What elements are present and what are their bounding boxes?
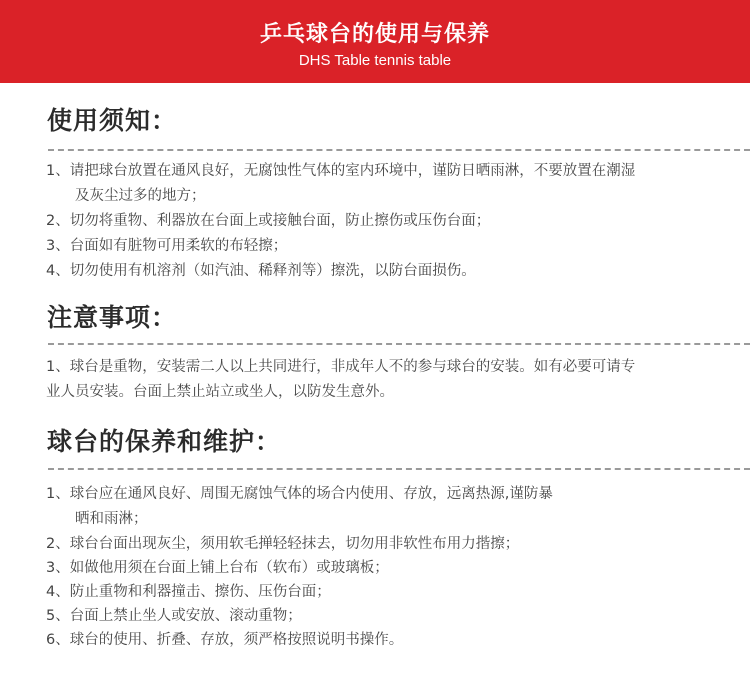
section-divider [48,468,750,470]
item-text: 如做他用须在台面上铺上台布（软布）或玻璃板； [69,560,389,576]
list-item [46,159,736,184]
section-title-maintenance: 球台的保养和维护： [47,427,282,456]
item-text: 防止重物和利器撞击、擦伤、压伤台面； [69,584,331,600]
item-number: 2、 [46,536,70,552]
item-text: 台面如有脏物可用柔软的布轻擦； [69,238,288,254]
item-number: 1、 [46,486,70,502]
list-item [46,532,736,557]
item-text: 切勿使用有机溶剂（如汽油、稀释剂等）擦洗，以防台面损伤。 [69,263,476,279]
item-number: 3、 [46,238,70,254]
section-title-notes: 注意事项： [47,303,178,332]
item-number: 3、 [46,560,70,576]
list-item [46,482,736,507]
page-title: 乒乓球台的使用与保养 [259,22,490,47]
item-text: 请把球台放置在通风良好，无腐蚀性气体的室内环境中，谨防日晒雨淋，不要放置在潮湿 [69,163,636,179]
item-text: 台面上禁止坐人或安放、滚动重物； [69,608,302,624]
page-subtitle: DHS Table tennis table [298,52,452,69]
section-title-usage: 使用须知： [47,106,178,135]
list-item [46,580,736,605]
item-text: 切勿将重物、利器放在台面上或接触台面，防止擦伤或压伤台面； [69,213,491,229]
section-divider [48,149,750,151]
item-number: 2、 [46,213,70,229]
list-item [46,628,736,653]
item-text: 球台的使用、折叠、存放，须严格按照说明书操作。 [69,632,404,648]
section-divider [48,343,750,345]
item-text: 球台应在通风良好、周围无腐蚀气体的场合内使用、存放，远离热源,谨防暴 [69,486,553,502]
item-number: 1、 [46,163,70,179]
list-item [46,209,736,234]
item-number: 6、 [46,632,70,648]
item-number: 5、 [46,608,70,624]
header-banner [0,0,750,83]
item-text: 球台台面出现灰尘，须用软毛掸轻轻抹去，切勿用非软性布用力揩擦； [69,536,520,552]
list-item [46,259,736,284]
item-text-continuation: 业人员安装。台面上禁止站立或坐人，以防发生意外。 [46,384,394,400]
item-number: 4、 [46,584,70,600]
list-item [46,604,736,629]
item-number: 4、 [46,263,70,279]
item-text: 球台是重物，安装需二人以上共同进行，非成年人不的参与球台的安装。如有必要可请专 [69,359,636,375]
item-text-continuation: 晒和雨淋； [75,511,148,527]
item-text-continuation: 及灰尘过多的地方； [75,188,206,204]
list-item [46,355,736,380]
item-number: 1、 [46,359,70,375]
list-item [46,556,736,581]
list-item [46,234,736,259]
